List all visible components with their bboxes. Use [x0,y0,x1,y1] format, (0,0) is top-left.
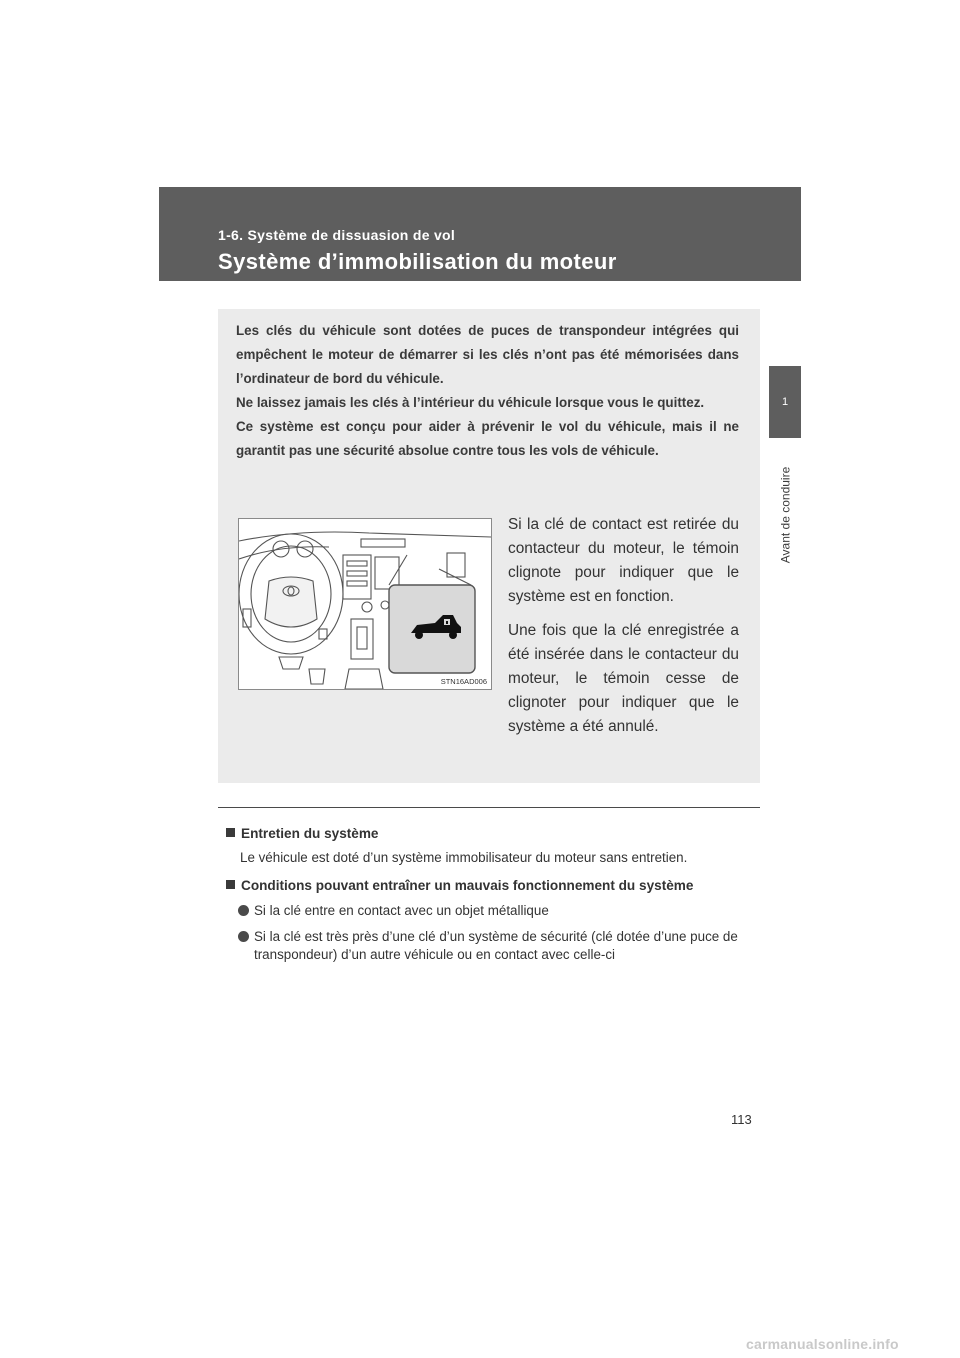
description-paragraph-1: Si la clé de contact est retirée du contacteur du moteur, le témoin clignote pour indiquer que le système est en fonction. [508,516,739,605]
section-label: 1-6. Système de dissuasion de vol [218,227,456,243]
chapter-tab [769,366,801,438]
chapter-number: 1 [781,396,789,408]
intro-paragraph-3: Ce système est conçu pour aider à prévenir le vol du véhicule, mais il ne garantit pas une sécurité absolue contre tous les vols de véhicule. [236,419,739,458]
square-bullet-icon [226,880,235,889]
intro-text [236,319,739,463]
description-paragraph-2: Une fois que la clé enregistrée a été insérée dans le contacteur du moteur, le témoin cesse de clignoter pour indiquer que le système a été annulé. [508,622,739,735]
square-bullet-icon [226,828,235,837]
circle-bullet-icon [238,905,249,916]
chapter-label-container [770,450,800,580]
maintenance-body: Le véhicule est doté d’un système immobilisateur du moteur sans entretien. [240,850,688,865]
intro-paragraph-2: Ne laissez jamais les clés à l’intérieur du véhicule lorsque vous le quittez. [236,395,705,410]
info-box [218,309,760,783]
page-number: 113 [731,1112,752,1127]
notes-section [226,824,766,972]
chapter-label: Avant de conduire [778,466,793,564]
page-title: Système d’immobilisation du moteur [218,249,617,274]
indicator-description [508,513,739,749]
section-divider [218,807,760,808]
list-item: Si la clé est très près d’une clé d’un système de sécurité (clé dotée d’une puce de transpondeur) d’un autre véhicule ou en contact avec celle-ci [238,928,766,964]
conditions-heading: Conditions pouvant entraîner un mauvais fonctionnement du système [226,876,766,896]
list-item: Si la clé entre en contact avec un objet métallique [238,902,766,920]
dashboard-drawing [239,519,491,689]
dashboard-illustration [238,518,492,690]
figure-code: STN16AD006 [440,677,487,686]
watermark: carmanualsonline.info [746,1336,899,1352]
circle-bullet-icon [238,931,249,942]
intro-paragraph-1: Les clés du véhicule sont dotées de puces de transpondeur intégrées qui empêchent le moteur de démarrer si les clés n’ont pas été mémorisées dans l’ordinateur de bord du véhicule. [236,323,739,386]
page-header [159,187,801,281]
maintenance-heading: Entretien du système [226,824,766,844]
